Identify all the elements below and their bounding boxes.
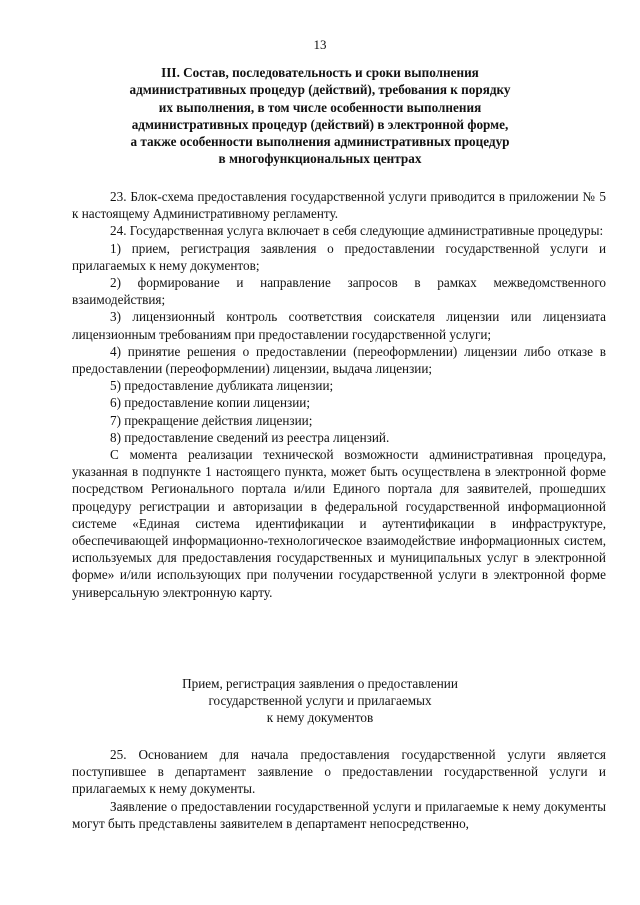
- list-item-8: 8) предоставление сведений из реестра лицензий.: [110, 429, 390, 445]
- list-item-6: 6) предоставление копии лицензии;: [110, 395, 311, 411]
- page-number: 13: [313, 37, 327, 52]
- list-item-1: 1) прием, регистрация заявления о предоставлении государственной услуги и прилагаемых к нему документов;: [72, 240, 606, 273]
- paragraph-electronic-form: С момента реализации технической возможности административная процедура, указанная в подпункте 1 настоящего пункта, может быть осуществлена в электронной форме посредством Регионального портала и/или Единого портала для заявителей, прошедших процедуру регистрации и авторизации в федеральной государственной информационной системе «Единая система идентификации и аутентификации в инфраструктуре, обеспечивающей информационно-технологическое взаимодействие информационных систем, используемых для предоставления государственных и муниципальных услуг в электронной форме» и/или использующих при получении государственной услуги в электронной форме универсальную электронную карту.: [72, 447, 606, 600]
- paragraph-25: 25. Основанием для начала предоставления государственной услуги является поступившее в департамент заявление о предоставлении государственной услуги и прилагаемых к нему документы.: [72, 747, 606, 797]
- section-heading-line: в многофункциональных центрах: [218, 151, 422, 167]
- list-item-3: 3) лицензионный контроль соответствия соискателя лицензии или лицензиата лицензионным требованиям при предоставлении государственной услуги;: [72, 309, 606, 342]
- list-item-5: 5) предоставление дубликата лицензии;: [110, 378, 334, 394]
- list-item-2: 2) формирование и направление запросов в рамках межведомственного взаимодействия;: [72, 275, 606, 308]
- subsection-heading-line: к нему документов: [266, 710, 374, 726]
- list-item-7: 7) прекращение действия лицензии;: [110, 412, 313, 428]
- section-heading: [100, 64, 540, 168]
- body-text-block-2: [72, 746, 606, 832]
- list-item-4: 4) принятие решения о предоставлении (переоформлении) лицензии либо отказе в предоставлении (переоформлении) лицензии, выдача лицензии;: [72, 343, 606, 377]
- body-text-block: [72, 188, 606, 601]
- section-heading-line: III. Состав, последовательность и сроки выполнения: [161, 65, 479, 80]
- paragraph-23: 23. Блок-схема предоставления государственной услуги приводится в приложении № 5 к настоящему Административному регламенту.: [72, 189, 606, 222]
- section-heading-line: административных процедур (действий) в электронной форме,: [131, 116, 509, 132]
- section-heading-line: административных процедур (действий), требования к порядку: [129, 82, 511, 98]
- subsection-heading: [120, 675, 520, 727]
- section-heading-line: а также особенности выполнения административных процедур: [130, 134, 510, 150]
- paragraph-24: 24. Государственная услуга включает в себя следующие административные процедуры:: [110, 223, 604, 239]
- section-heading-line: их выполнения, в том числе особенности выполнения: [158, 99, 482, 115]
- subsection-heading-line: государственной услуги и прилагаемых: [208, 693, 432, 709]
- subsection-heading-line: Прием, регистрация заявления о предоставлении: [182, 676, 458, 691]
- paragraph-application: Заявление о предоставлении государственной услуги и прилагаемые к нему документы могут быть представлены заявителем в департамент непосредственно,: [72, 798, 606, 831]
